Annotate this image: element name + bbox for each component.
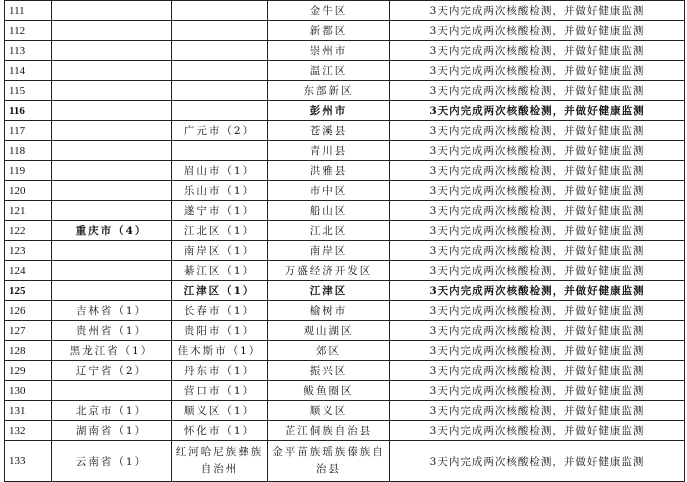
row-number-cell: 124 [5,261,52,281]
province-cell: 黑龙江省（1） [52,341,172,361]
city-cell: 广元市（2） [172,121,268,141]
row-number-cell: 117 [5,121,52,141]
city-cell: 佳木斯市（1） [172,341,268,361]
province-cell: 吉林省（1） [52,301,172,321]
measure-cell: 3天内完成两次核酸检测，并做好健康监测 [390,241,685,261]
table-row [5,301,685,321]
city-cell: 顺义区（1） [172,401,268,421]
measure-cell: 3天内完成两次核酸检测，并做好健康监测 [390,141,685,161]
row-number-cell: 131 [5,401,52,421]
row-number-cell: 116 [5,101,52,121]
district-cell: 鲅鱼圈区 [268,381,390,401]
city-cell [172,81,268,101]
district-cell: 青川县 [268,141,390,161]
row-number-cell: 111 [5,1,52,21]
row-number-cell: 130 [5,381,52,401]
province-cell: 北京市（1） [52,401,172,421]
measure-cell: 3天内完成两次核酸检测，并做好健康监测 [390,61,685,81]
table-row [5,161,685,181]
measure-cell: 3天内完成两次核酸检测，并做好健康监测 [390,301,685,321]
table-row [5,241,685,261]
city-cell: 江津区（1） [172,281,268,301]
measure-cell: 3天内完成两次核酸检测，并做好健康监测 [390,201,685,221]
row-number-cell: 129 [5,361,52,381]
district-cell: 郊区 [268,341,390,361]
table-row [5,381,685,401]
city-cell [172,41,268,61]
measure-cell: 3天内完成两次核酸检测，并做好健康监测 [390,181,685,201]
table-row [5,21,685,41]
table-row [5,321,685,341]
table-row [5,41,685,61]
district-cell: 江北区 [268,221,390,241]
city-cell: 眉山市（1） [172,161,268,181]
district-cell: 振兴区 [268,361,390,381]
row-number-cell: 113 [5,41,52,61]
row-number-cell: 120 [5,181,52,201]
city-cell [172,101,268,121]
district-cell: 市中区 [268,181,390,201]
row-number-cell: 125 [5,281,52,301]
province-cell [52,381,172,401]
table-row [5,421,685,441]
row-number-cell: 114 [5,61,52,81]
city-cell: 綦江区（1） [172,261,268,281]
province-cell [52,61,172,81]
table-row [5,341,685,361]
province-cell [52,121,172,141]
province-cell [52,1,172,21]
measure-cell: 3天内完成两次核酸检测，并做好健康监测 [390,321,685,341]
row-number-cell: 112 [5,21,52,41]
district-cell: 洪雅县 [268,161,390,181]
city-cell: 贵阳市（1） [172,321,268,341]
measure-cell: 3天内完成两次核酸检测，并做好健康监测 [390,21,685,41]
row-number-cell: 127 [5,321,52,341]
row-number-cell: 122 [5,221,52,241]
row-number-cell: 133 [5,441,52,482]
measure-cell: 3天内完成两次核酸检测，并做好健康监测 [390,81,685,101]
district-cell: 彭州市 [268,101,390,121]
district-cell: 顺义区 [268,401,390,421]
table-row [5,281,685,301]
row-number-cell: 128 [5,341,52,361]
city-cell [172,141,268,161]
city-cell: 怀化市（1） [172,421,268,441]
district-cell: 东部新区 [268,81,390,101]
table-row [5,401,685,421]
province-cell [52,261,172,281]
province-cell: 辽宁省（2） [52,361,172,381]
province-cell [52,241,172,261]
table-row [5,121,685,141]
measure-cell: 3天内完成两次核酸检测，并做好健康监测 [390,41,685,61]
measure-cell: 3天内完成两次核酸检测，并做好健康监测 [390,221,685,241]
table-row [5,441,685,482]
row-number-cell: 123 [5,241,52,261]
table-row [5,1,685,21]
district-cell: 南岸区 [268,241,390,261]
city-cell: 营口市（1） [172,381,268,401]
row-number-cell: 126 [5,301,52,321]
district-cell: 江津区 [268,281,390,301]
measure-cell: 3天内完成两次核酸检测，并做好健康监测 [390,341,685,361]
table-row [5,81,685,101]
measure-cell: 3天内完成两次核酸检测，并做好健康监测 [390,401,685,421]
city-cell [172,61,268,81]
district-cell: 新都区 [268,21,390,41]
row-number-cell: 115 [5,81,52,101]
city-cell [172,21,268,41]
province-cell [52,161,172,181]
table-body [5,1,685,482]
table-row [5,261,685,281]
city-cell: 丹东市（1） [172,361,268,381]
province-cell [52,81,172,101]
table-row [5,141,685,161]
district-cell: 榆树市 [268,301,390,321]
row-number-cell: 119 [5,161,52,181]
row-number-cell: 118 [5,141,52,161]
province-cell [52,281,172,301]
city-cell: 乐山市（1） [172,181,268,201]
measure-cell: 3天内完成两次核酸检测，并做好健康监测 [390,381,685,401]
province-cell: 湖南省（1） [52,421,172,441]
city-cell: 遂宁市（1） [172,201,268,221]
measure-cell: 3天内完成两次核酸检测，并做好健康监测 [390,161,685,181]
measure-cell: 3天内完成两次核酸检测，并做好健康监测 [390,261,685,281]
table-row [5,221,685,241]
city-cell: 红河哈尼族彝族自治州 [172,441,268,482]
measure-cell: 3天内完成两次核酸检测，并做好健康监测 [390,421,685,441]
city-cell: 江北区（1） [172,221,268,241]
risk-area-table [4,0,685,482]
province-cell [52,101,172,121]
document-page [4,0,684,482]
province-cell: 云南省（1） [52,441,172,482]
province-cell [52,201,172,221]
province-cell: 贵州省（1） [52,321,172,341]
city-cell [172,1,268,21]
table-row [5,361,685,381]
district-cell: 崇州市 [268,41,390,61]
city-cell: 长春市（1） [172,301,268,321]
district-cell: 金牛区 [268,1,390,21]
measure-cell: 3天内完成两次核酸检测，并做好健康监测 [390,1,685,21]
table-row [5,201,685,221]
province-cell: 重庆市（4） [52,221,172,241]
district-cell: 温江区 [268,61,390,81]
district-cell: 金平苗族瑶族傣族自治县 [268,441,390,482]
city-cell: 南岸区（1） [172,241,268,261]
table-row [5,101,685,121]
measure-cell: 3天内完成两次核酸检测，并做好健康监测 [390,121,685,141]
measure-cell: 3天内完成两次核酸检测，并做好健康监测 [390,101,685,121]
row-number-cell: 132 [5,421,52,441]
measure-cell: 3天内完成两次核酸检测，并做好健康监测 [390,281,685,301]
measure-cell: 3天内完成两次核酸检测，并做好健康监测 [390,441,685,482]
table-row [5,61,685,81]
table-row [5,181,685,201]
measure-cell: 3天内完成两次核酸检测，并做好健康监测 [390,361,685,381]
province-cell [52,21,172,41]
row-number-cell: 121 [5,201,52,221]
province-cell [52,141,172,161]
district-cell: 观山湖区 [268,321,390,341]
province-cell [52,41,172,61]
province-cell [52,181,172,201]
district-cell: 船山区 [268,201,390,221]
district-cell: 苍溪县 [268,121,390,141]
district-cell: 万盛经济开发区 [268,261,390,281]
district-cell: 芷江侗族自治县 [268,421,390,441]
